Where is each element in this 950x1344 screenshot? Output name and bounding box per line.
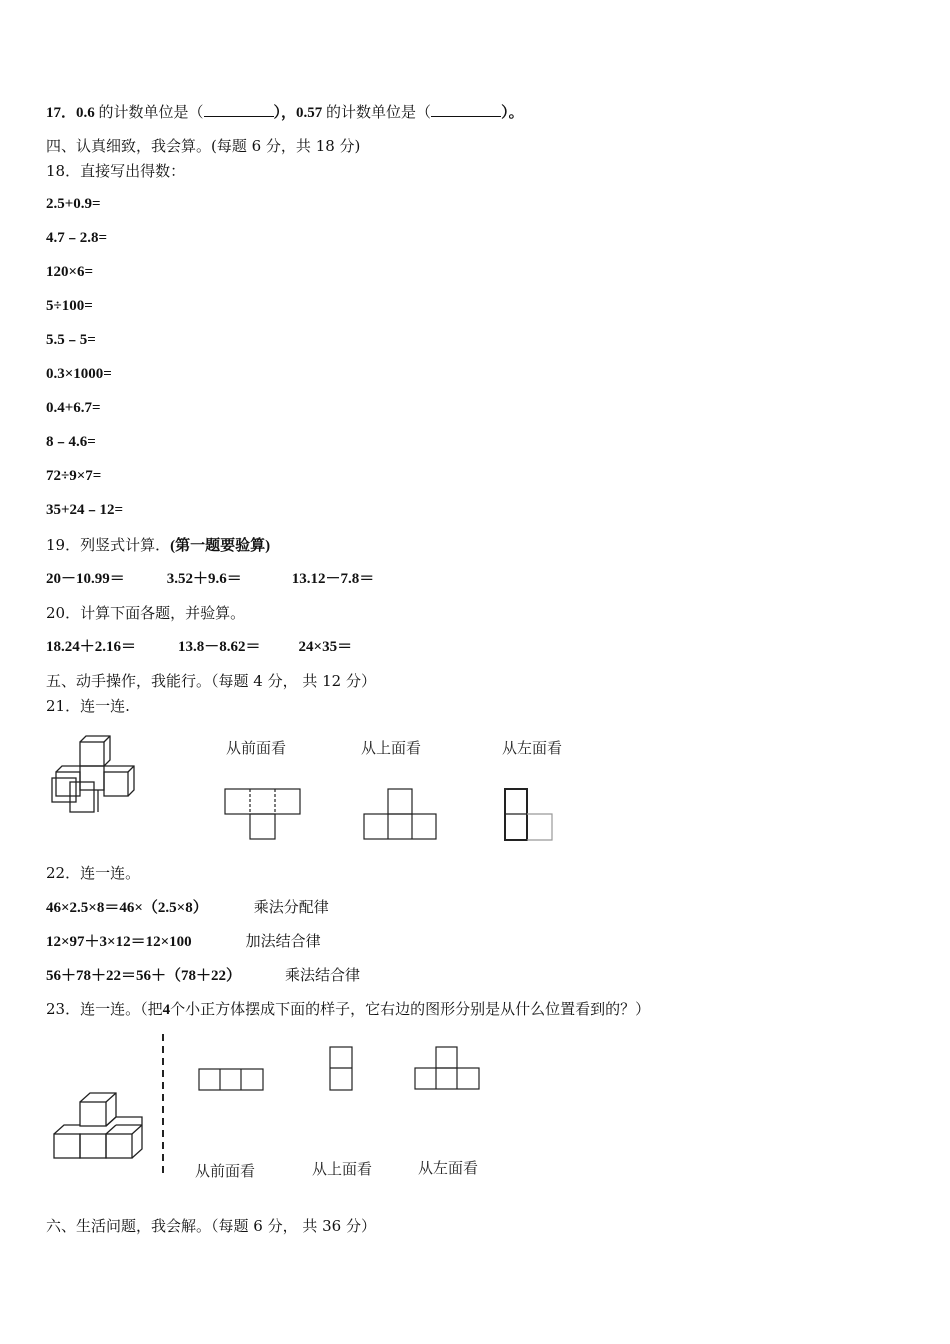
- question-17: 17．0.6 的计数单位是（ ），0.57 的计数单位是（ ）。: [46, 102, 524, 123]
- front-view-figure-2: [198, 1068, 266, 1092]
- law-label: 乘法分配律: [253, 898, 329, 916]
- question-22: 22．连一连。: [46, 864, 141, 882]
- question-20: 20．计算下面各题，并验算。: [46, 604, 246, 622]
- view-label: 从前面看: [195, 1162, 256, 1180]
- top-view-figure: [363, 788, 439, 840]
- divider-dashed: [160, 1034, 166, 1180]
- cube-stack-figure: [48, 736, 148, 818]
- view-label: 从左面看: [418, 1159, 479, 1177]
- calc-item: 20－10.99＝: [46, 571, 125, 587]
- view-label: 从前面看: [226, 739, 287, 757]
- calc-item: 13.12－7.8＝: [291, 571, 375, 587]
- section-4-heading: 四、认真细致，我会算。(每题 6 分，共 18 分): [46, 137, 361, 155]
- view-label: 从左面看: [502, 739, 563, 757]
- question-18: 18．直接写出得数：: [46, 162, 186, 180]
- calc-item: 18.24＋2.16＝: [46, 639, 137, 655]
- match-row: [46, 897, 329, 918]
- calc-item: 35+24﹣12=: [46, 502, 124, 518]
- expression: 12×97＋3×12＝12×100: [46, 934, 192, 950]
- section-5-heading: 五、动手操作，我能行。（每题 4 分， 共 12 分）: [46, 672, 376, 690]
- question-23: 23．连一连。（把4个小正方体摆成下面的样子，它右边的图形分别是从什么位置看到的？）: [46, 1000, 651, 1018]
- question-20-items: [46, 637, 352, 657]
- question-19-items: [46, 569, 374, 589]
- calc-item: 5÷100=: [46, 298, 93, 314]
- answer-blank[interactable]: [431, 102, 501, 117]
- expression: 46×2.5×8＝46×（2.5×8）: [46, 900, 208, 916]
- calc-item: 3.52＋9.6＝: [166, 571, 242, 587]
- expression: 56＋78＋22＝56＋（78＋22）: [46, 968, 242, 984]
- law-label: 加法结合律: [245, 932, 321, 950]
- front-view-figure: [224, 788, 302, 840]
- calc-item: 13.8－8.62＝: [178, 639, 261, 655]
- view-label: 从上面看: [312, 1160, 373, 1178]
- calc-item: 72÷9×7=: [46, 468, 102, 484]
- law-label: 乘法结合律: [285, 966, 361, 984]
- calc-item: 120×6=: [46, 264, 94, 280]
- match-row: [46, 965, 360, 986]
- question-21: 21．连一连.: [46, 697, 130, 715]
- top-view-figure-2: [329, 1046, 355, 1092]
- calc-item: 24×35＝: [298, 639, 353, 655]
- calc-item: 4.7﹣2.8=: [46, 230, 108, 246]
- left-view-figure-2: [414, 1046, 484, 1092]
- view-label: 从上面看: [361, 739, 422, 757]
- left-view-figure: [504, 788, 554, 842]
- calc-item: 8﹣4.6=: [46, 434, 96, 450]
- question-19: 19．列竖式计算．(第一题要验算): [46, 536, 271, 554]
- calc-item: 2.5+0.9=: [46, 196, 101, 212]
- match-row: [46, 931, 321, 952]
- calc-item: 0.4+6.7=: [46, 400, 101, 416]
- calc-item: 0.3×1000=: [46, 366, 112, 382]
- answer-blank[interactable]: [204, 102, 274, 117]
- calc-item: 5.5﹣5=: [46, 332, 96, 348]
- cube-stack-figure-2: [52, 1090, 148, 1162]
- section-6-heading: 六、生活问题，我会解。（每题 6 分， 共 36 分）: [46, 1217, 376, 1235]
